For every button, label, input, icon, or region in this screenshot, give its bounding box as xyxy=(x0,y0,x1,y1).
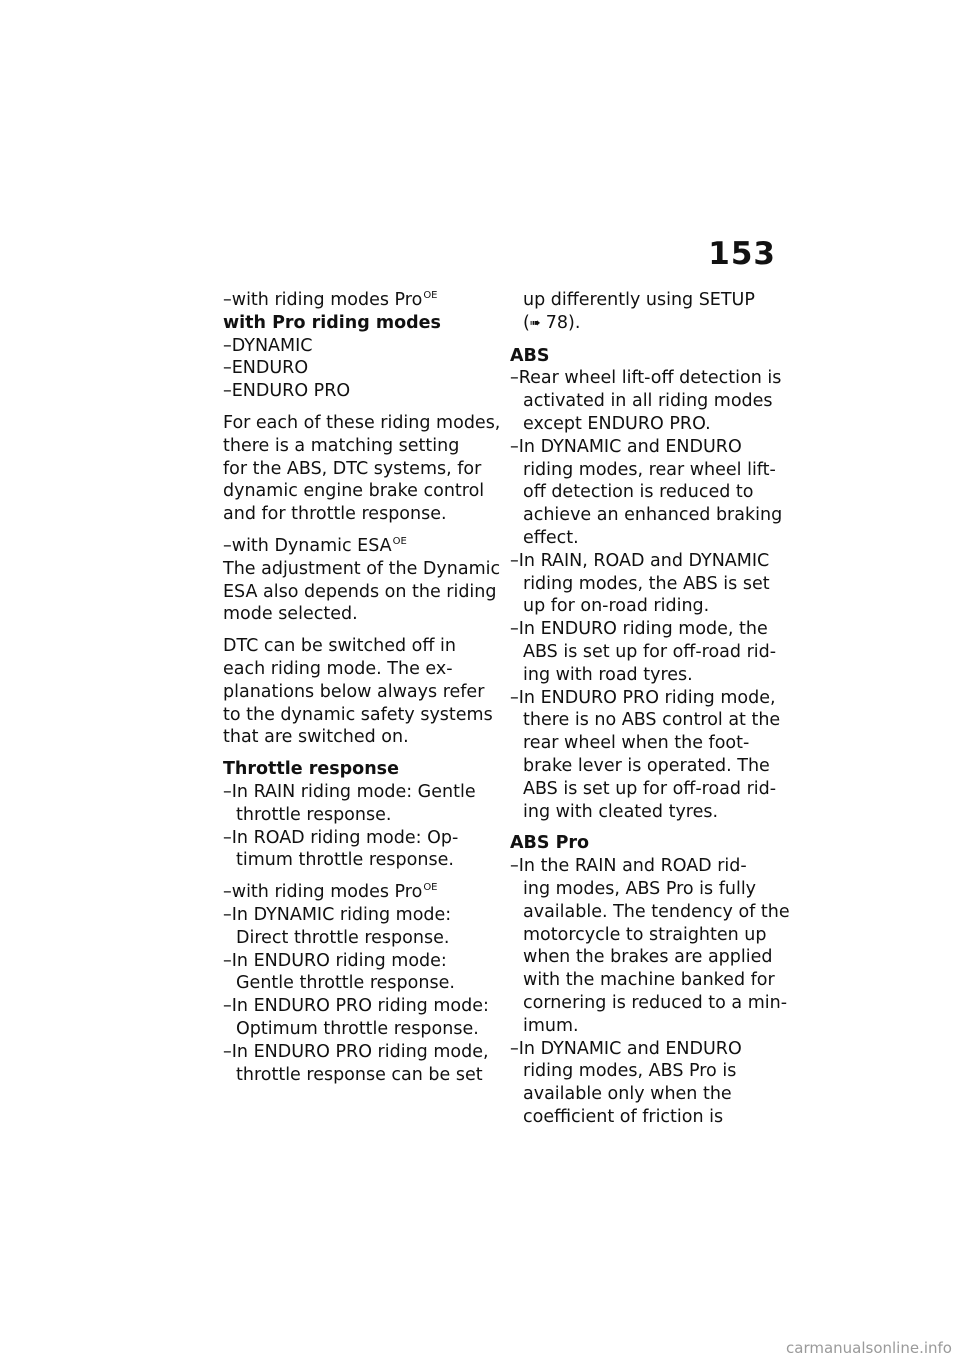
oe-marker: OE xyxy=(423,882,438,894)
paragraph: For each of these riding modes, there is a matching setting for the ABS, DTC systems, for dynamic engine brake control and for throttle response. xyxy=(223,412,501,525)
right-column xyxy=(510,289,790,1129)
list-item: –In RAIN, ROAD and DYNAMIC xyxy=(510,550,770,571)
paragraph-dynamic-esa: –with Dynamic $ESA^{OE}$ The adjustment of the Dynamic ESA also depends on the riding mode selected. xyxy=(223,535,501,625)
list-item: –DYNAMIC xyxy=(223,335,313,356)
list-item: –ENDURO PRO xyxy=(223,381,351,402)
list-item: –In ENDURO riding mode: xyxy=(223,950,447,971)
list-item: –In ENDURO PRO riding mode: xyxy=(223,996,489,1017)
list-item: –ENDURO xyxy=(223,358,309,379)
page-number: 153 xyxy=(708,236,776,272)
list-item: –In ENDURO riding mode, the xyxy=(510,619,768,640)
continuation-text: up differently using SETUP (➠ 78). xyxy=(510,289,780,336)
subheading-pro-modes: with Pro riding modes xyxy=(223,312,441,333)
list-item: –In ROAD riding mode: Op- xyxy=(223,827,459,848)
list-item: –In DYNAMIC and ENDURO xyxy=(510,1038,742,1059)
watermark-footer: carmanualsonline.info xyxy=(786,1339,952,1357)
oe-marker: OE xyxy=(423,290,438,301)
list-item: –In RAIN riding mode: Gentle xyxy=(223,781,476,802)
list-item: –In the RAIN and ROAD rid- xyxy=(510,856,747,877)
section-heading: Throttle response xyxy=(223,759,399,780)
left-column xyxy=(223,289,501,1086)
list-item-with-pro-modes: –with riding modes Pro$^{OE}$ xyxy=(223,290,438,310)
list-item: –Rear wheel lift-off detection is xyxy=(510,368,782,389)
list-item-with-pro-modes: –with riding modes Pro$^{OE}$ xyxy=(223,882,438,903)
paragraph: DTC can be switched off in each riding mode. The ex- planations below always refer to the dynamic safety systems that are switched on. xyxy=(223,636,493,748)
section-pro-modes-throttle: –with riding modes Pro$^{OE}$ –In DYNAMIC riding mode: Direct throttle response. –In ENDURO riding mode: Gentle throttle response. –In ENDURO PRO riding mode: Optimum throttle response. –In ENDURO PRO riding mode, throttle response can be set xyxy=(223,881,495,1086)
list-item: –In ENDURO PRO riding mode, xyxy=(510,687,776,708)
section-heading: ABS Pro xyxy=(510,833,590,854)
section-abs: ABS –Rear wheel lift-off detection is activated in all riding modes except ENDURO PRO. –In DYNAMIC and ENDURO riding modes, rear wheel lift- off detection is reduced to achieve an enhanced braking effect. –In RAIN, ROAD and DYNAMIC riding modes, the ABS is set up for on-road riding. –In ENDURO riding mode, the ABS is set up for off-road rid- ing with road tyres. –In ENDURO PRO riding mode, there is no ABS control at the rear wheel when the foot- brake lever is operated. The ABS is set up for off-road rid- ing with cleated tyres. xyxy=(510,345,783,822)
reference-arrow-icon: ➠ xyxy=(529,315,541,331)
page-reference: (➠ 78). xyxy=(510,312,780,336)
list-item: –In ENDURO PRO riding mode, xyxy=(223,1041,489,1062)
list-item-dynamic-esa: –with Dynamic $ESA^{OE}$ xyxy=(223,535,407,556)
list-item: –In DYNAMIC riding mode: xyxy=(223,904,452,925)
section-heading: ABS xyxy=(510,345,550,366)
section-throttle-response: Throttle response –In RAIN riding mode: Gentle throttle response. –In ROAD riding mode: Op- timum throttle response. xyxy=(223,758,495,872)
list-item: –In DYNAMIC and ENDURO xyxy=(510,436,742,457)
oe-marker: OE xyxy=(392,535,407,547)
section-abs-pro: ABS Pro –In the RAIN and ROAD rid- ing modes, ABS Pro is fully available. The tendency of the motorcycle to straighten up when the brakes are applied with the machine banked for cornering is reduced to a min- imum. –In DYNAMIC and ENDURO riding modes, ABS Pro is available only when the coefficient of friction is xyxy=(510,833,790,1127)
